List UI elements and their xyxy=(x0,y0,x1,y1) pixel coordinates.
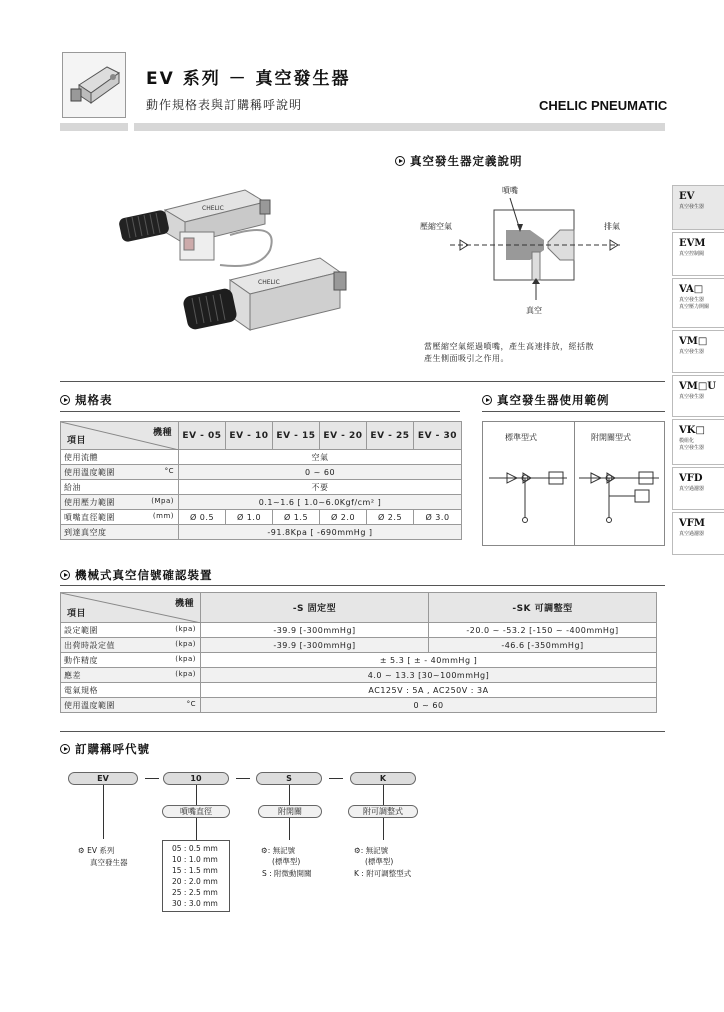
venturi-diagram-icon xyxy=(420,180,660,320)
side-tab-title: VM□U xyxy=(679,381,716,392)
side-tab-title: VM□ xyxy=(679,336,708,347)
table-row xyxy=(61,653,657,668)
divider xyxy=(60,381,665,382)
table-row xyxy=(61,465,462,480)
mech-col-s: -S 固定型 xyxy=(201,593,429,623)
row-value: ± 5.3 [ ± - 40mmHg ] xyxy=(201,653,657,668)
usage-box xyxy=(482,421,665,546)
mech-table xyxy=(60,592,657,713)
connector-line xyxy=(196,785,197,805)
side-tab-vmu[interactable] xyxy=(672,375,724,417)
row-unit: °C xyxy=(164,467,174,475)
side-tab-title: VFD xyxy=(679,473,703,484)
side-tab-desc: 真空發生器 真空壓力開關 xyxy=(679,297,710,310)
row-value-s: -39.9 [-300mmHg] xyxy=(201,623,429,638)
table-row xyxy=(61,510,462,525)
row-label-text: 電氣規格 xyxy=(64,685,98,695)
spec-model-col: EV - 30 xyxy=(414,422,462,450)
row-unit: (mm) xyxy=(152,512,174,520)
usage-heading xyxy=(482,392,610,408)
vacuum-generator-photo-icon xyxy=(80,180,380,370)
code-nozzle: 10 xyxy=(163,772,229,785)
nozzle-option: 10 : 1.0 mm xyxy=(172,855,218,864)
spec-model-col: EV - 25 xyxy=(367,422,414,450)
connector-line xyxy=(383,818,384,840)
row-value: 0 ~ 60 xyxy=(201,698,657,713)
usage-col-switch: 附開關型式 xyxy=(591,433,631,442)
header-rule xyxy=(134,123,665,131)
row-value: AC125V : 5A , AC250V : 3A xyxy=(201,683,657,698)
switch-option-1 xyxy=(261,846,295,857)
row-unit: (kpa) xyxy=(175,640,196,648)
row-unit: (kpa) xyxy=(175,625,196,633)
mech-heading xyxy=(60,567,213,583)
nozzle-option: 25 : 2.5 mm xyxy=(172,888,218,897)
label-vacuum: 真空 xyxy=(526,306,542,315)
nozzle-option: 20 : 2.0 mm xyxy=(172,877,218,886)
table-row xyxy=(61,525,462,540)
side-tab-title: VK□ xyxy=(679,425,705,436)
table-row xyxy=(61,638,657,653)
gear-bullet-icon: ⚙ xyxy=(261,846,268,855)
photo-label-1: CHELIC xyxy=(202,205,224,212)
side-tab-vfm[interactable] xyxy=(672,512,724,555)
spec-model-col: EV - 20 xyxy=(320,422,367,450)
side-tab-desc: 模組化 真空發生器 xyxy=(679,438,705,451)
side-tab-title: VA□ xyxy=(679,284,704,295)
vacuum-generator-thumbnail-icon xyxy=(63,53,127,119)
nozzle-value: Ø 1.0 xyxy=(226,510,273,525)
nozzle-options-box xyxy=(162,840,230,912)
switch-option-2: (標準型) xyxy=(272,857,301,866)
connector-line xyxy=(196,818,197,840)
row-label-text: 應差 xyxy=(64,670,81,680)
switch-circuit-icon xyxy=(577,460,663,530)
row-value: 不要 xyxy=(179,480,462,495)
definition-diagram xyxy=(420,180,660,320)
usage-rule xyxy=(482,411,665,412)
nozzle-option: 15 : 1.5 mm xyxy=(172,866,218,875)
table-row xyxy=(61,623,657,638)
page-title: EV 系列 － 真空發生器 xyxy=(146,69,351,89)
code-switch: S xyxy=(256,772,322,785)
row-label-text: 設定範圍 xyxy=(64,625,98,635)
row-label xyxy=(61,450,179,465)
mech-col-sk: -SK 可調整型 xyxy=(429,593,657,623)
table-row xyxy=(61,450,462,465)
row-label xyxy=(61,480,179,495)
table-row xyxy=(61,668,657,683)
label-nozzle: 噴嘴 xyxy=(502,186,518,195)
order-heading xyxy=(60,741,150,757)
connector-line xyxy=(289,785,290,805)
adjust-option-1 xyxy=(354,846,388,857)
row-unit: °C xyxy=(186,700,196,708)
label-switch: 附開關 xyxy=(258,805,322,818)
spec-rule xyxy=(60,411,460,412)
side-tab-title: VFM xyxy=(679,518,705,529)
spec-item-label: 項目 xyxy=(67,436,87,446)
row-unit: (Mpa) xyxy=(151,497,174,505)
play-bullet-icon xyxy=(60,395,70,405)
row-label xyxy=(61,698,201,713)
connector-line xyxy=(289,818,290,840)
spec-model-col: EV - 10 xyxy=(226,422,273,450)
row-label xyxy=(61,668,201,683)
side-tab-vfd[interactable] xyxy=(672,467,724,510)
row-value: 空氣 xyxy=(179,450,462,465)
usage-divider xyxy=(574,422,575,545)
page-subtitle: 動作規格表與訂購稱呼說明 xyxy=(146,98,303,112)
header-rule-left xyxy=(60,123,128,131)
row-label-text: 噴嘴直徑範圍 xyxy=(64,512,115,522)
divider xyxy=(60,731,665,732)
photo-label-2: CHELIC xyxy=(258,279,280,286)
code-dash xyxy=(329,778,343,779)
code-dash xyxy=(145,778,159,779)
side-tab-title: EV xyxy=(679,191,695,202)
gear-bullet-icon: ⚙ xyxy=(354,846,361,855)
gear-bullet-icon: ⚙ xyxy=(78,846,85,855)
row-label xyxy=(61,653,201,668)
row-value-sk: -20.0 ~ -53.2 [-150 ~ -400mmHg] xyxy=(429,623,657,638)
row-label xyxy=(61,638,201,653)
row-label xyxy=(61,525,179,540)
side-tab-desc: 真空過濾器 xyxy=(679,531,705,537)
nozzle-value: Ø 2.5 xyxy=(367,510,414,525)
play-bullet-icon xyxy=(60,744,70,754)
spec-model-col: EV - 15 xyxy=(273,422,320,450)
spec-heading xyxy=(60,392,113,408)
mech-item-label: 項目 xyxy=(67,609,87,619)
side-tab-desc: 真空控制閥 xyxy=(679,251,705,257)
usage-col-standard: 標準型式 xyxy=(505,433,537,442)
product-photo xyxy=(80,180,380,370)
row-label-text: 使用溫度範圍 xyxy=(64,467,115,477)
play-bullet-icon xyxy=(482,395,492,405)
play-bullet-icon xyxy=(395,156,405,166)
row-value: -91.8Kpa [ -690mmHg ] xyxy=(179,525,462,540)
label-exhaust: 排氣 xyxy=(604,222,620,231)
side-tab-desc: 真空發生器 xyxy=(679,394,705,400)
row-label-text: 出荷時設定值 xyxy=(64,640,115,650)
mech-header-corner xyxy=(61,593,201,623)
row-value: 4.0 ~ 13.3 [30~100mmHg] xyxy=(201,668,657,683)
nozzle-value: Ø 2.0 xyxy=(320,510,367,525)
row-value: 0.1~1.6 [ 1.0~6.0Kgf/cm² ] xyxy=(179,495,462,510)
label-adjustable: 附可調整式 xyxy=(348,805,418,818)
series-note-1: EV 系列 xyxy=(87,846,115,855)
definition-desc-1: 當壓縮空氣經過噴嘴，產生高速排放，經括散 xyxy=(424,342,594,351)
brand-name: CHELIC PNEUMATIC xyxy=(539,98,668,113)
spec-table xyxy=(60,421,462,540)
table-row xyxy=(61,683,657,698)
row-label xyxy=(61,683,201,698)
switch-option-1-text: : 無記號 xyxy=(267,846,296,855)
row-value: 0 ~ 60 xyxy=(179,465,462,480)
connector-line xyxy=(383,785,384,805)
row-unit: (kpa) xyxy=(175,655,196,663)
order-heading-text: 訂購稱呼代號 xyxy=(75,742,150,756)
row-label-text: 使用壓力範圍 xyxy=(64,497,115,507)
row-label-text: 到達真空度 xyxy=(64,527,107,537)
series-note-2: 真空發生器 xyxy=(90,858,128,867)
nozzle-option: 05 : 0.5 mm xyxy=(172,844,218,853)
row-label-text: 動作精度 xyxy=(64,655,98,665)
nozzle-value: Ø 3.0 xyxy=(414,510,462,525)
adjust-option-2: (標準型) xyxy=(365,857,394,866)
side-tab-va[interactable] xyxy=(672,278,724,328)
spec-header-corner xyxy=(61,422,179,450)
row-label xyxy=(61,465,179,480)
row-unit: (kpa) xyxy=(175,670,196,678)
row-label-text: 使用溫度範圍 xyxy=(64,700,115,710)
product-thumbnail xyxy=(62,52,126,118)
nozzle-value: Ø 1.5 xyxy=(273,510,320,525)
row-value-s: -39.9 [-300mmHg] xyxy=(201,638,429,653)
side-tab-desc: 真空過濾器 xyxy=(679,486,705,492)
side-tab-vk[interactable] xyxy=(672,419,724,465)
code-adjust: K xyxy=(350,772,416,785)
definition-heading xyxy=(395,153,523,169)
spec-heading-text: 規格表 xyxy=(75,393,113,407)
side-tab-evm[interactable] xyxy=(672,232,724,276)
definition-heading-text: 真空發生器定義說明 xyxy=(410,154,523,168)
side-tab-desc: 真空發生器 xyxy=(679,349,705,355)
adjust-option-1-text: : 無記號 xyxy=(360,846,389,855)
play-bullet-icon xyxy=(60,570,70,580)
side-tab-ev[interactable] xyxy=(672,185,724,230)
mech-model-label: 機種 xyxy=(174,599,194,609)
connector-line xyxy=(103,785,104,839)
spec-model-col: EV - 05 xyxy=(179,422,226,450)
row-label xyxy=(61,495,179,510)
usage-heading-text: 真空發生器使用範例 xyxy=(497,393,610,407)
adjust-option-3: K : 附可調整型式 xyxy=(354,869,412,878)
table-row xyxy=(61,495,462,510)
definition-desc-2: 產生側面吸引之作用。 xyxy=(424,354,509,363)
side-tab-desc: 真空發生器 xyxy=(679,204,705,210)
label-nozzle-diameter: 噴嘴直徑 xyxy=(162,805,230,818)
spec-model-label: 機種 xyxy=(152,428,172,438)
side-tab-vm[interactable] xyxy=(672,330,724,373)
row-label xyxy=(61,623,201,638)
row-label xyxy=(61,510,179,525)
table-row xyxy=(61,480,462,495)
standard-circuit-icon xyxy=(487,460,571,530)
nozzle-value: Ø 0.5 xyxy=(179,510,226,525)
mech-heading-text: 機械式真空信號確認裝置 xyxy=(75,568,213,582)
row-label-text: 使用流體 xyxy=(64,452,98,462)
switch-option-3: S : 附微動開關 xyxy=(262,869,312,878)
row-value-sk: -46.6 [-350mmHg] xyxy=(429,638,657,653)
row-label-text: 給油 xyxy=(64,482,81,492)
label-compressed-air: 壓縮空氣 xyxy=(420,222,452,231)
code-dash xyxy=(236,778,250,779)
mech-rule xyxy=(60,585,665,586)
table-row xyxy=(61,698,657,713)
nozzle-option: 30 : 3.0 mm xyxy=(172,899,218,908)
code-ev: EV xyxy=(68,772,138,785)
series-note xyxy=(78,846,114,857)
side-tab-title: EVM xyxy=(679,238,706,249)
